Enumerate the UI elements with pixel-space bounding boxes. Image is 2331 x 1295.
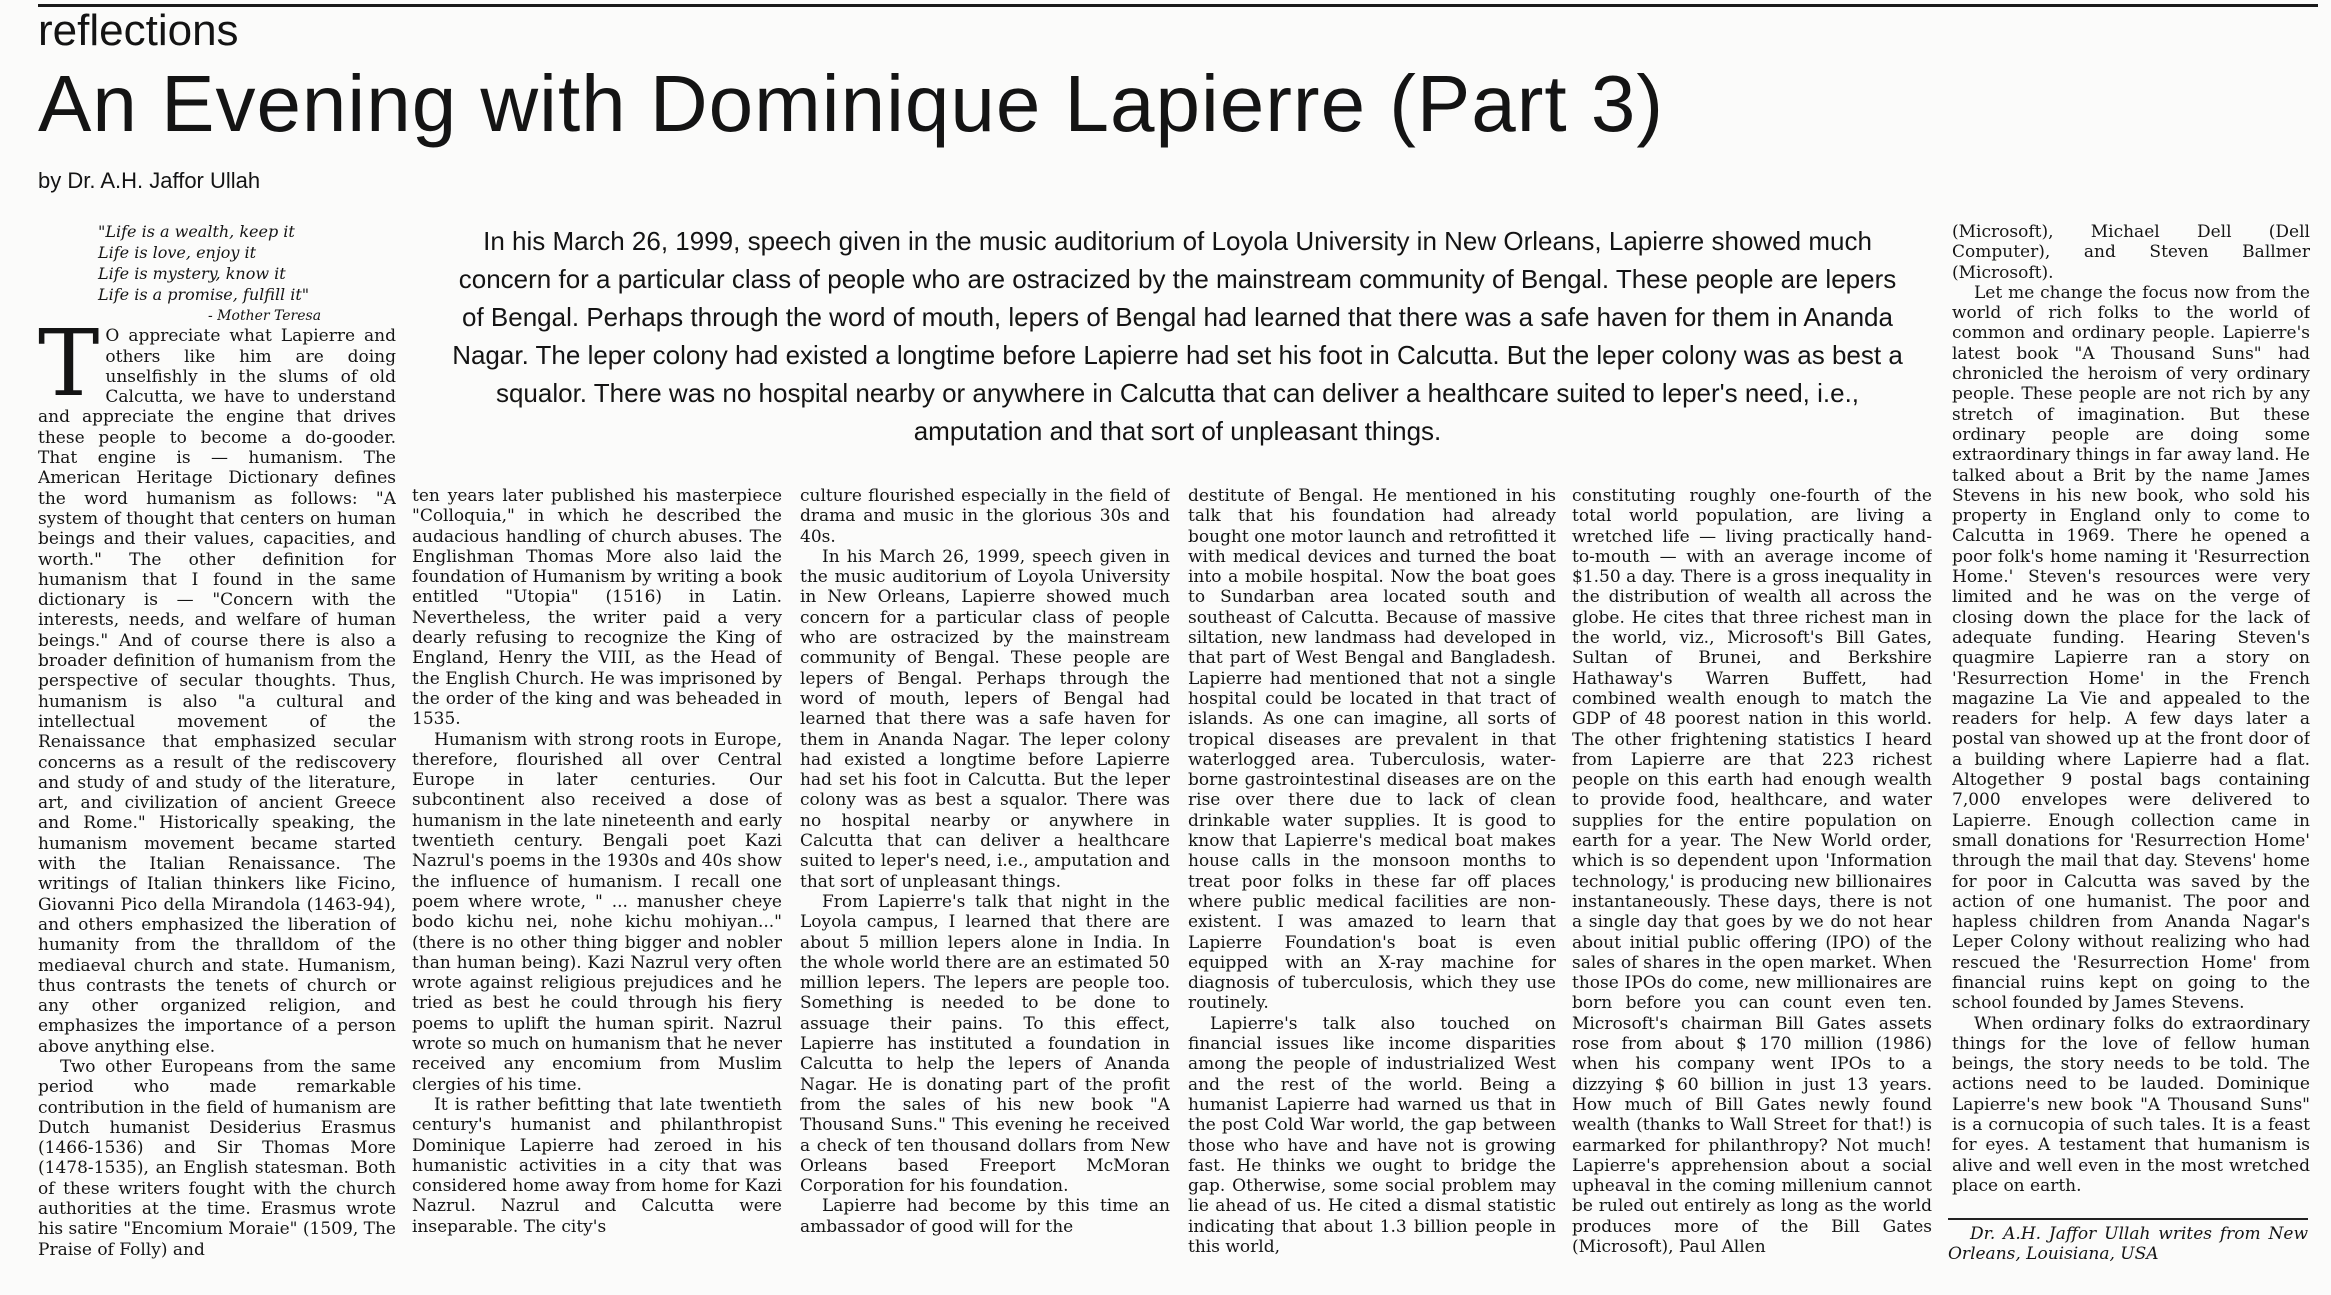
epigraph-line: Life is love, enjoy it — [98, 243, 257, 262]
paragraph: Lapierre had become by this time an ambassador of good will for the — [800, 1196, 1170, 1237]
column-1 — [38, 222, 396, 1282]
paragraph: destitute of Bengal. He mentioned in his talk that his foundation had already bought one motor launch and retrofitted it with medical devices and turned the boat into a mobile hospital. Now the boat goes to Sundarban area located south and southeast of Calcutta. Because of massive siltation, new landmass had developed in that part of West Bengal and Bangladesh. Lapierre had mentioned that not a single hospital could be located in that tract of islands. As one can imagine, all sorts of tropical diseases are prevalent in that waterlogged area. Tuberculosis, water-borne gastrointestinal diseases are on the rise over there due to lack of clean drinkable water supplies. It is good to know that Lapierre's medical boat makes house calls in the monsoon months to treat poor folks in these far off places where public medical facilities are non-existent. I was amazed to learn that Lapierre Foundation's boat is even equipped with an X-ray machine for diagnosis of tuberculosis, which they use routinely. — [1188, 486, 1556, 1014]
column-6 — [1952, 222, 2310, 1222]
pull-quote: In his March 26, 1999, speech given in the music auditorium of Loyola University in New Orleans, Lapierre showed much concern for a particular class of people who are ostracized by the mainstream community of Bengal. These people are lepers of Bengal. Perhaps through the word of mouth, lepers of Bengal had learned that there was a safe haven for them in Ananda Nagar. The leper colony had existed a longtime before Lapierre had set his foot in Calcutta. But the leper colony was as best a squalor. There was no hospital nearby or anywhere in Calcutta that can deliver a healthcare suited to leper's need, i.e., amputation and that sort of unpleasant things. — [452, 226, 1903, 446]
paragraph: Humanism with strong roots in Europe, therefore, flourished all over Central Europe in later centuries. Our subcontinent also received a dose of humanism in the late nineteenth and early twentieth century. Bengali poet Kazi Nazrul's poems in the 1930s and 40s show the influence of humanism. I recall one poem where wrote, " ... manusher cheye bodo kichu nei, nohe kichu mohiyan..." (there is no other thing bigger and nobler than human being). Kazi Nazrul very often wrote against religious prejudices and he tried as best he could through his fiery poems to uplift the human spirit. Nazrul wrote so much on humanism that he never received any encomium from Muslim clergies of his time. — [412, 729, 782, 1095]
epigraph-line: Life is mystery, know it — [98, 264, 286, 283]
epigraph-attribution: - Mother Teresa — [208, 308, 322, 324]
paragraph: culture flourished especially in the field of drama and music in the glorious 30s and 40s. — [800, 486, 1170, 547]
column-2 — [412, 486, 782, 1286]
paragraph: O appreciate what Lapierre and others like him are doing unselfishly in the slums of old Calcutta, we have to understand and appreciate the engine that drives these people to become a do-gooder. That engine is — humanism. The American Heritage Dictionary defines the word humanism as follows: "A system of thought that centers on human beings and their values, capacities, and worth." The other definition for humanism that I found in the same dictionary is — "Concern with the interests, needs, and welfare of human beings." And of course there is also a broader definition of humanism from the perspective of secular thoughts. Thus, humanism is also "a cultural and intellectual movement of the Renaissance that emphasized secular concerns as a result of the rediscovery and study of and study of the literature, art, and civilization of ancient Greece and Rome." Historically speaking, the humanism movement became started with the Italian Renaissance. The writings of Italian thinkers like Ficino, Giovanni Pico della Mirandola (1463-94), and others emphasized the liberation of humanity from the thralldom of the mediaeval church and state. Humanism, thus contrasts the tenets of church or any other organized religion, and emphasizes the importance of a person above anything else. — [38, 326, 396, 1057]
author-signature-box — [1948, 1218, 2308, 1265]
paragraph: (Microsoft), Michael Dell (Dell Computer), and Steven Ballmer (Microsoft). — [1952, 222, 2310, 283]
column-4 — [1188, 486, 1556, 1286]
column-5 — [1572, 486, 1932, 1286]
paragraph: Two other Europeans from the same period who made remarkable contribution in the field of humanism are Dutch humanist Desiderius Erasmus (1466-1536) and Sir Thomas More (1478-1535), an English statesman. Both of these writers fought with the church authorities at the time. Erasmus wrote his satire "Encomium Moraie" (1509, The Praise of Folly) and — [38, 1056, 396, 1260]
paragraph: It is rather befitting that late twentieth century's humanist and philanthropist Dominique Lapierre had zeroed in his humanistic activities in a city that was considered home away from home for Kazi Nazrul. Nazrul and Calcutta were inseparable. The city's — [412, 1094, 782, 1237]
headline: An Evening with Dominique Lapierre (Part 3) — [38, 59, 1665, 148]
paragraph: Lapierre's talk also touched on financial issues like income disparities among the people of industrialized West and the rest of the world. Being a humanist Lapierre had warned us that in the post Cold War world, the gap between those who have and have not is growing fast. He thinks we ought to bridge the gap. Otherwise, some social problem may lie ahead of us. He cited a dismal statistic indicating that about 1.3 billion people in this world, — [1188, 1013, 1556, 1257]
paragraph: ten years later published his masterpiece "Colloquia," in which he described the audacious handling of church abuses. The Englishman Thomas More also laid the foundation of Humanism by writing a book entitled "Utopia" (1516) in Latin. Nevertheless, the writer paid a very dearly refusing to recognize the King of England, Henry the VIII, as the Head of the English Church. He was imprisoned by the order of the king and was beheaded in 1535. — [412, 486, 782, 730]
top-rule — [38, 4, 2318, 7]
byline: by Dr. A.H. Jaffor Ullah — [38, 168, 261, 193]
section-label: reflections — [38, 6, 239, 55]
paragraph: constituting roughly one-fourth of the total world population, are living a wretched life — living practically hand-to-mouth — with an average income of $1.50 a day. There is a gross inequality in the distribution of wealth all across the globe. He cites that three richest man in the world, viz., Microsoft's Bill Gates, Sultan of Brunei, and Berkshire Hathaway's Warren Buffett, had combined wealth enough to match the GDP of 48 poorest nation in this world. The other frightening statistics I heard from Lapierre are that 223 richest people on this earth had enough wealth to provide food, healthcare, and water supplies for the entire population on earth for a year. The New World order, which is so dependent upon 'Information technology,' is producing new billionaires instantaneously. These days, there is not a single day that goes by we do not hear about initial public offering (IPO) of the sales of shares in the open market. When those IPOs do come, new millionaires are born before you can count even ten. Microsoft's chairman Bill Gates assets rose from about $ 170 million (1986) when his company went IPOs to a dizzying $ 60 billion in just 13 years. How much of Bill Gates newly found wealth (thanks to Wall Street for that!) is earmarked for philanthropy? Not much! Lapierre's apprehension about a social upheaval in the coming millenium cannot be ruled out entirely as long as the world produces more of the Bill Gates (Microsoft), Paul Allen — [1572, 486, 1932, 1257]
drop-cap: T — [38, 310, 100, 418]
paragraph: From Lapierre's talk that night in the Loyola campus, I learned that there are about 5 million lepers alone in India. In the whole world there are an estimated 50 million lepers. The lepers are people too. Something is needed to be done to assuage their pains. To this effect, Lapierre has instituted a foundation in Calcutta to help the lepers of Ananda Nagar. He is donating part of the profit from the sales of his new book "A Thousand Suns." This evening he received a check of ten thousand dollars from New Orleans based Freeport McMoran Corporation for his foundation. — [800, 891, 1170, 1197]
epigraph-line: Life is a promise, fulfill it" — [98, 285, 310, 304]
paragraph: In his March 26, 1999, speech given in the music auditorium of Loyola University in New Orleans, Lapierre showed much concern for a particular class of people who are ostracized by the mainstream community of Bengal. These people are lepers of Bengal. Perhaps through the word of mouth, lepers of Bengal had learned that there was a safe haven for them in Ananda Nagar. The leper colony had existed a longtime before Lapierre had set his foot in Calcutta. But the leper colony was as best a squalor. There was no hospital nearby or anywhere in Calcutta that can deliver a healthcare suited to leper's need, i.e., amputation and that sort of unpleasant things. — [800, 546, 1170, 892]
epigraph-line: "Life is a wealth, keep it — [98, 222, 295, 241]
author-signature: Dr. A.H. Jaffor Ullah writes from New Orleans, Louisiana, USA — [1948, 1218, 2308, 1265]
paragraph: Let me change the focus now from the world of rich folks to the world of common and ordinary people. Lapierre's latest book "A Thousand Suns" had chronicled the heroism of very ordinary people. These people are not rich by any stretch of imagination. But these ordinary people are doing some extraordinary things in far away land. He talked about a Brit by the name James Stevens in his new book, who sold his property in England only to come to Calcutta in 1969. There he opened a poor folk's home naming it 'Resurrection Home.' Steven's resources were very limited and he was on the verge of closing down the place for the lack of adequate funding. Hearing Steven's quagmire Lapierre ran a story on 'Resurrection Home' in the French magazine La Vie and appealed to the readers for help. A few days later a postal van showed up at the front door of a building where Lapierre had a flat. Altogether 9 postal bags containing 7,000 envelopes were delivered to Lapierre. Enough collection came in small donations for 'Resurrection Home' through the mail that day. Stevens' home for poor in Calcutta was saved by the action of one humanist. The poor and hapless children from Ananda Nagar's Leper Colony without realizing who had rescued the 'Resurrection Home' from financial ruins kept on going to the school founded by James Stevens. — [1952, 282, 2310, 1014]
paragraph: When ordinary folks do extraordinary things for the love of fellow human beings, the story needs to be told. The actions need to be lauded. Dominique Lapierre's new book "A Thousand Suns" is a cornucopia of such tales. It is a feast for eyes. A testament that humanism is alive and well even in the most wretched place on earth. — [1952, 1013, 2310, 1196]
column-3 — [800, 486, 1170, 1286]
